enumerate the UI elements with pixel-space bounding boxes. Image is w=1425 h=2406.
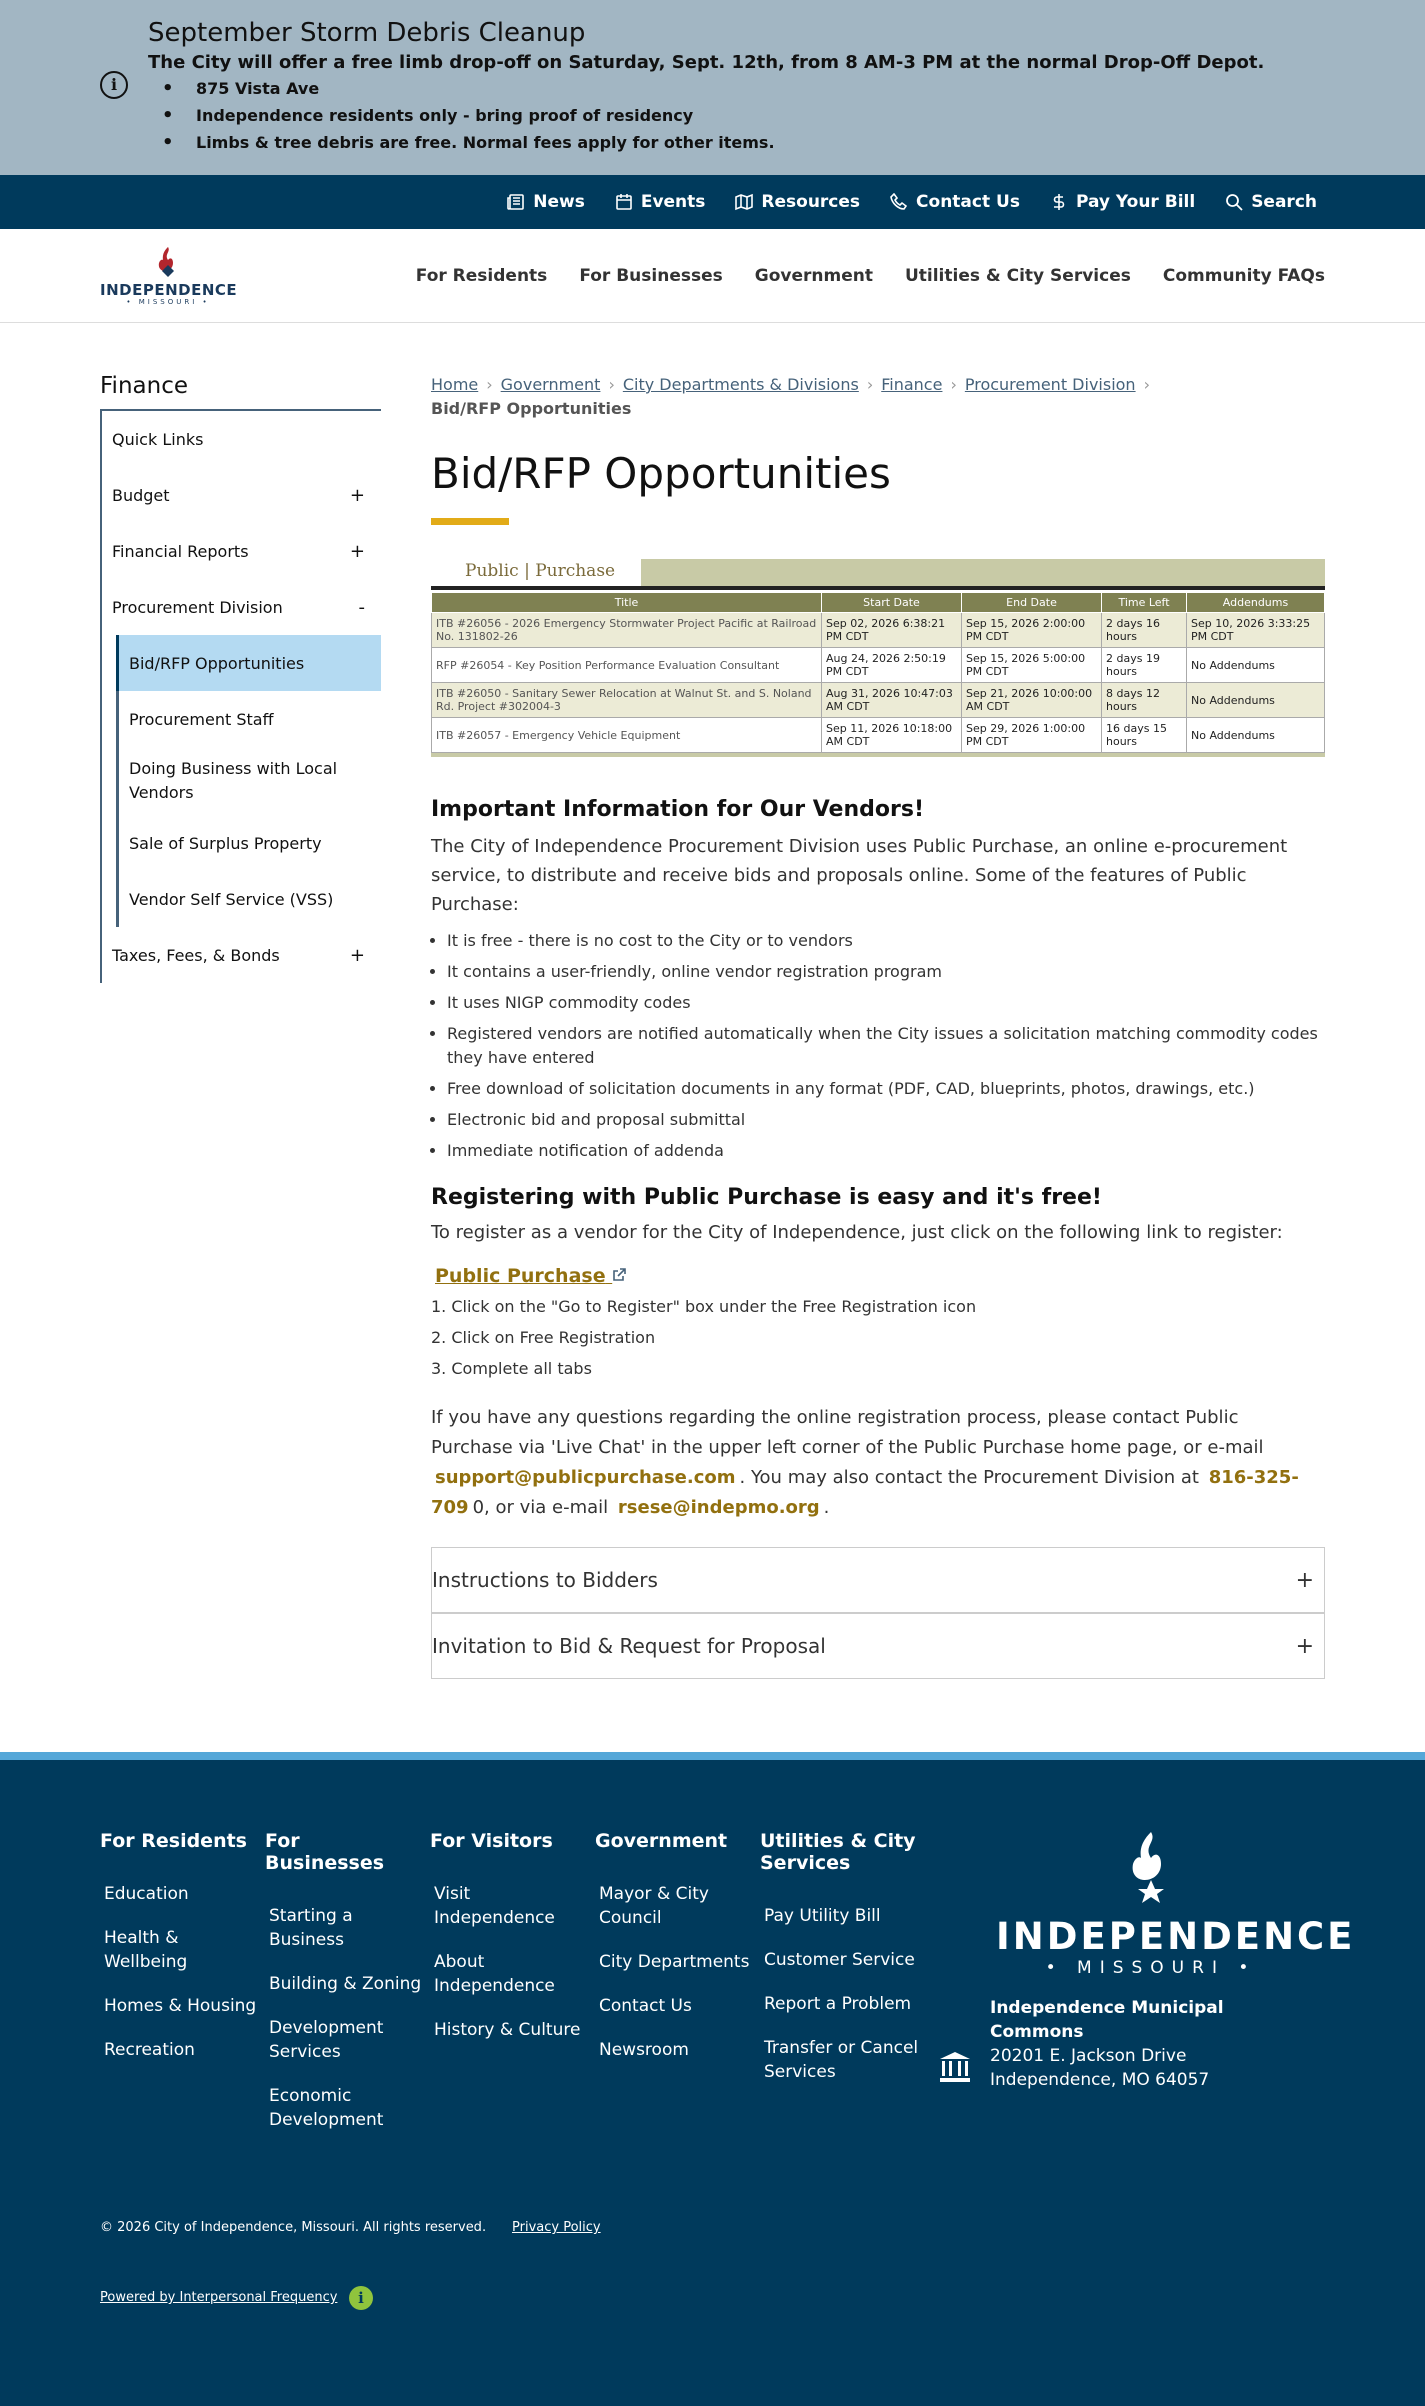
end-date: Sep 29, 2026 1:00:00 PM CDT — [962, 718, 1102, 753]
footer-link[interactable]: Contact Us — [599, 1996, 692, 2016]
footer-link[interactable]: Homes & Housing — [104, 1996, 257, 2016]
title-accent-bar — [431, 518, 509, 525]
powered-by-link[interactable]: Powered by Interpersonal Frequency — [100, 2290, 338, 2305]
breadcrumb — [431, 373, 1325, 421]
bid-title-link[interactable]: RFP #26054 - Key Position Performance Evaluation Consultant — [432, 648, 822, 683]
site-footer — [0, 1752, 1425, 2406]
list-item: 2. Click on Free Registration — [431, 1328, 656, 1347]
list-item: • Electronic bid and proposal submittal — [447, 1108, 1325, 1132]
addendums: No Addendums — [1187, 718, 1325, 753]
register-heading: Registering with Public Purchase is easy and it's free! — [431, 1185, 1102, 1210]
start-date: Sep 11, 2026 10:18:00 AM CDT — [822, 718, 962, 753]
main-navigation — [0, 229, 1425, 323]
vendors-heading: Important Information for Our Vendors! — [431, 797, 924, 822]
address-line: Independence, MO 64057 — [990, 2070, 1210, 2090]
breadcrumb-current: Bid/RFP Opportunities — [431, 399, 632, 418]
footer-link[interactable]: Report a Problem — [764, 1994, 912, 2014]
nav-community-faqs[interactable]: Community FAQs — [1162, 266, 1325, 286]
sidebar-subitem-surplus[interactable]: Sale of Surplus Property — [116, 815, 381, 871]
footer-link[interactable]: Newsroom — [599, 2040, 689, 2060]
footer-col-residents — [100, 1830, 260, 2062]
page-title: Bid/RFP Opportunities — [431, 449, 891, 498]
start-date: Aug 24, 2026 2:50:19 PM CDT — [822, 648, 962, 683]
search-icon — [1225, 193, 1243, 211]
end-date: Sep 21, 2026 10:00:00 AM CDT — [962, 683, 1102, 718]
bid-title-link[interactable]: ITB #26050 - Sanitary Sewer Relocation at Walnut St. and S. Noland Rd. Project #302004-3 — [432, 683, 822, 718]
nav-for-residents[interactable]: For Residents — [415, 266, 548, 286]
chevron-right-icon: › — [608, 375, 615, 394]
procurement-email-link[interactable]: rsese@indepmo.org — [617, 1497, 820, 1518]
list-item: • It contains a user-friendly, online vendor registration program — [447, 960, 1325, 984]
footer-link[interactable]: Building & Zoning — [269, 1974, 422, 1994]
time-left: 2 days 19 hours — [1102, 648, 1187, 683]
alert-title: September Storm Debris Cleanup — [148, 18, 586, 48]
bid-title-link[interactable]: ITB #26057 - Emergency Vehicle Equipment — [432, 718, 822, 753]
addendums: No Addendums — [1187, 683, 1325, 718]
public-purchase-logo: Public | Purchase — [431, 559, 641, 586]
footer-link[interactable]: History & Culture — [434, 2020, 581, 2040]
accordion-group — [431, 1547, 1325, 1679]
sidebar-item-financial-reports[interactable]: Financial Reports + — [100, 523, 381, 579]
sidebar-subitem-bid-rfp[interactable]: Bid/RFP Opportunities — [116, 635, 381, 691]
newspaper-icon — [507, 193, 525, 211]
footer-heading: For Businesses — [265, 1830, 385, 1874]
alert-lead: The City will offer a free limb drop-off on Saturday, Sept. 12th, from 8 AM-3 PM at the normal Drop-Off Depot. — [148, 52, 1265, 73]
table-row[interactable] — [432, 648, 1325, 683]
plus-icon: + — [1295, 1568, 1314, 1593]
map-icon — [735, 193, 753, 211]
addendums: Sep 10, 2026 3:33:25 PM CDT — [1187, 613, 1325, 648]
footer-link[interactable]: Health & Wellbeing — [104, 1928, 188, 1972]
sidebar-subitem-procurement-staff[interactable]: Procurement Staff — [116, 691, 381, 747]
time-left: 16 days 15 hours — [1102, 718, 1187, 753]
logo-wordmark: INDEPENDENCE — [100, 281, 238, 299]
public-purchase-widget — [431, 559, 1325, 757]
footer-link[interactable]: Economic Development — [269, 2086, 384, 2130]
utility-pay-bill-link[interactable]: Pay Your Bill — [1050, 192, 1195, 212]
utility-events-link[interactable]: Events — [615, 192, 706, 212]
phone-icon — [890, 193, 908, 211]
sidebar-submenu — [100, 635, 381, 927]
list-item: • Free download of solicitation documents in any format (PDF, CAD, blueprints, photos, drawings, etc.) — [447, 1077, 1325, 1101]
footer-link[interactable]: Pay Utility Bill — [764, 1906, 881, 1926]
breadcrumb-departments[interactable]: City Departments & Divisions — [622, 375, 859, 394]
bid-title-link[interactable]: ITB #26056 - 2026 Emergency Stormwater Project Pacific at Railroad No. 131802-26 — [432, 613, 822, 648]
register-intro: To register as a vendor for the City of Independence, just click on the following link to register: — [431, 1222, 1283, 1243]
collapse-toggle[interactable]: - — [358, 597, 365, 618]
nav-for-businesses[interactable]: For Businesses — [579, 266, 723, 286]
breadcrumb-home[interactable]: Home — [431, 375, 479, 394]
registration-steps — [431, 1295, 1325, 1381]
addendums: No Addendums — [1187, 648, 1325, 683]
footer-heading: Government — [595, 1830, 728, 1852]
footer-link[interactable]: Visit Independence — [434, 1884, 555, 1928]
sidebar-item-quick-links[interactable]: Quick Links — [100, 411, 381, 467]
info-icon: i — [100, 71, 128, 99]
vendors-intro: The City of Independence Procurement Division uses Public Purchase, an online e-procurement service, to distribute and receive bids and proposals online. Some of the features of Public Purchase: — [431, 836, 1288, 915]
column-header[interactable]: Title — [432, 593, 822, 613]
sidebar-item-taxes[interactable]: Taxes, Fees, & Bonds + — [100, 927, 381, 983]
table-row[interactable] — [432, 613, 1325, 648]
footer-wordmark: INDEPENDENCE — [996, 1915, 1356, 1958]
footer-link[interactable]: Development Services — [269, 2018, 384, 2062]
chevron-right-icon: › — [486, 375, 493, 394]
bid-table — [431, 592, 1325, 753]
footer-link[interactable]: Recreation — [104, 2040, 195, 2060]
footer-address — [990, 1996, 1250, 2092]
footer-link[interactable]: Mayor & City Council — [599, 1884, 709, 1928]
privacy-policy-link[interactable]: Privacy Policy — [512, 2220, 601, 2235]
features-list — [447, 929, 1325, 1163]
footer-heading: For Visitors — [430, 1830, 553, 1852]
time-left: 2 days 16 hours — [1102, 613, 1187, 648]
footer-col-visitors — [430, 1830, 590, 2042]
utility-resources-link[interactable]: Resources — [735, 192, 860, 212]
end-date: Sep 15, 2026 2:00:00 PM CDT — [962, 613, 1102, 648]
expand-toggle[interactable]: + — [349, 945, 365, 966]
column-header[interactable]: Time Left — [1102, 593, 1187, 613]
list-item: • Immediate notification of addenda — [447, 1139, 1325, 1163]
alert-list — [196, 78, 775, 159]
start-date: Sep 02, 2026 6:38:21 PM CDT — [822, 613, 962, 648]
breadcrumb-procurement[interactable]: Procurement Division — [964, 375, 1136, 394]
table-row[interactable] — [432, 718, 1325, 753]
copyright: © 2026 City of Independence, Missouri. All rights reserved. — [100, 2220, 487, 2235]
footer-col-utilities — [760, 1830, 930, 2084]
expand-toggle[interactable]: + — [349, 485, 365, 506]
site-logo[interactable] — [100, 245, 236, 309]
breadcrumb-government[interactable]: Government — [500, 375, 601, 394]
list-item: 3. Complete all tabs — [431, 1359, 592, 1378]
utility-news-link[interactable]: News — [507, 192, 585, 212]
sidebar-subitem-local-vendors[interactable]: Doing Business with Local Vendors — [116, 747, 381, 815]
external-link-icon — [612, 1268, 626, 1282]
list-item: • It uses NIGP commodity codes — [447, 991, 1325, 1015]
footer-link[interactable]: Transfer or Cancel Services — [764, 2038, 919, 2082]
logo-subtitle: • MISSOURI • — [126, 298, 210, 306]
column-header[interactable]: End Date — [962, 593, 1102, 613]
calendar-icon — [615, 193, 633, 211]
nav-government[interactable]: Government — [754, 266, 873, 286]
end-date: Sep 15, 2026 5:00:00 PM CDT — [962, 648, 1102, 683]
plus-icon: + — [1295, 1634, 1314, 1659]
interpersonal-frequency-icon[interactable]: i — [349, 2286, 373, 2310]
column-header[interactable]: Start Date — [822, 593, 962, 613]
chevron-right-icon: › — [950, 375, 957, 394]
chevron-right-icon: › — [866, 375, 874, 394]
expand-toggle[interactable]: + — [349, 541, 365, 562]
utility-contact-link[interactable]: Contact Us — [890, 192, 1020, 212]
breadcrumb-finance[interactable]: Finance — [881, 375, 943, 394]
list-item: • Registered vendors are notified automatically when the City issues a solicitation matching commodity codes they have entered — [447, 1022, 1325, 1070]
alert-bullet: • 875 Vista Ave — [196, 78, 775, 105]
contact-paragraph: If you have any questions regarding the online registration process, please contact Public Purchase via 'Live Chat' in the upper left corner of the Public Purchase home page, or e-mail support@publicpurchase.com . You may also contact the Procurement Division at 816-325-709 0, or via e-mail rsese@indepmo.org . — [431, 1407, 1299, 1518]
list-item: • It is free - there is no cost to the City or to vendors — [447, 929, 1325, 953]
footer-col-businesses — [265, 1830, 425, 2132]
footer-link[interactable]: Customer Service — [764, 1950, 915, 1970]
alert-banner — [0, 0, 1425, 175]
accordion-instructions[interactable]: Instructions to Bidders + — [431, 1547, 1325, 1613]
footer-subtitle: • MISSOURI • — [1045, 1958, 1257, 1978]
footer-heading: For Residents — [100, 1830, 247, 1852]
utility-bar — [0, 175, 1425, 229]
column-header[interactable]: Addendums — [1187, 593, 1325, 613]
address-name: Independence Municipal Commons — [990, 1998, 1224, 2042]
footer-link[interactable]: About Independence — [434, 1952, 555, 1996]
sidebar-title: Finance — [100, 373, 188, 399]
sidebar-subitem-vss[interactable]: Vendor Self Service (VSS) — [116, 871, 381, 927]
chevron-right-icon: › — [1143, 375, 1150, 394]
accordion-invitation[interactable]: Invitation to Bid & Request for Proposal + — [431, 1613, 1325, 1679]
flame-logo-icon — [1126, 1830, 1176, 1908]
start-date: Aug 31, 2026 10:47:03 AM CDT — [822, 683, 962, 718]
dollar-icon — [1050, 193, 1068, 211]
main-content — [431, 373, 1325, 1679]
nav-utilities[interactable]: Utilities & City Services — [904, 266, 1131, 286]
alert-bullet: • Independence residents only - bring proof of residency — [196, 105, 775, 132]
public-purchase-link[interactable]: Public Purchase — [435, 1265, 626, 1287]
footer-col-government — [595, 1830, 755, 2062]
footer-link[interactable]: Education — [104, 1884, 189, 1904]
footer-link[interactable]: Starting a Business — [269, 1906, 353, 1950]
table-row[interactable] — [432, 683, 1325, 718]
sidebar-item-procurement[interactable]: Procurement Division - — [100, 579, 381, 635]
footer-logo[interactable] — [996, 1830, 1356, 1978]
phone-link[interactable]: 816-325-709 — [431, 1467, 1299, 1518]
alert-bullet: • Limbs & tree debris are free. Normal fees apply for other items. — [196, 132, 775, 159]
support-email-link[interactable]: support@publicpurchase.com — [435, 1467, 736, 1488]
sidebar — [100, 373, 381, 983]
flame-logo-icon — [155, 245, 181, 279]
address-line: 20201 E. Jackson Drive — [990, 2046, 1187, 2066]
sidebar-item-budget[interactable]: Budget + — [100, 467, 381, 523]
time-left: 8 days 12 hours — [1102, 683, 1187, 718]
footer-link[interactable]: City Departments — [599, 1952, 750, 1972]
utility-search-link[interactable]: Search — [1225, 192, 1317, 212]
footer-heading: Utilities & City Services — [760, 1830, 916, 1874]
building-icon — [938, 2050, 972, 2084]
list-item: 1. Click on the "Go to Register" box under the Free Registration icon — [431, 1297, 977, 1316]
